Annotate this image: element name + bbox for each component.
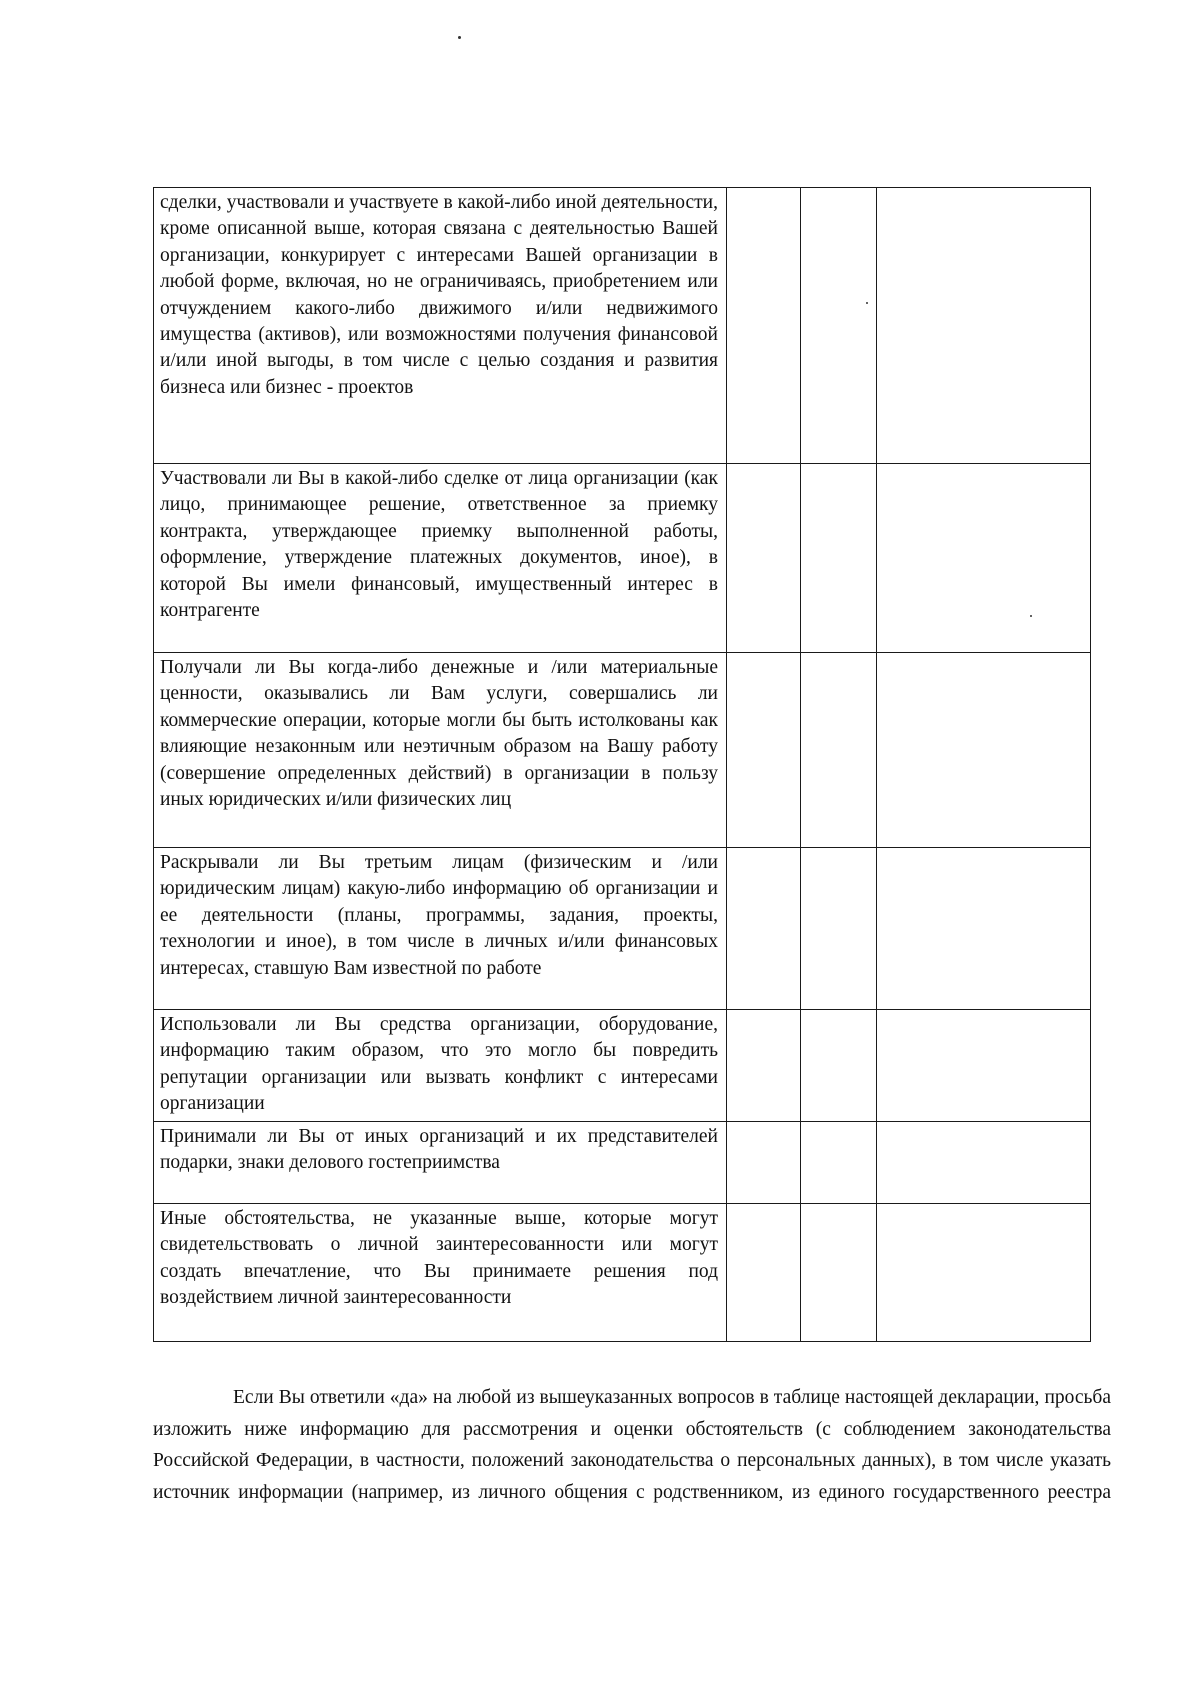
- table-row: [154, 464, 1091, 653]
- question-cell: сделки, участвовали и участвуете в какой-либо иной деятельности, кроме описанной выше, которая связана с деятельностью Вашей организации, конкурирует с интересами Вашей организации в любой форме, включая, но не ограничиваясь, приобретением или отчуждением какого-либо движимого и/или недвижимого имущества (активов), или возможностями получения финансовой и/или иной выгоды, в том числе с целью создания и развития бизнеса или бизнес - проектов: [154, 188, 727, 464]
- answer-cell[interactable]: [727, 1122, 801, 1204]
- answer-cell[interactable]: [801, 848, 877, 1010]
- answer-cell[interactable]: [727, 848, 801, 1010]
- table-row: [154, 848, 1091, 1010]
- question-cell: Участвовали ли Вы в какой-либо сделке от лица организации (как лицо, принимающее решение, ответственное за приемку контракта, утверждающее приемку выполненной работы, оформление, утверждение платежных документов, иное), в которой Вы имели финансовый, имущественный интерес в контрагенте: [154, 464, 727, 653]
- table-row: [154, 1204, 1091, 1342]
- question-cell: Получали ли Вы когда-либо денежные и /или материальные ценности, оказывались ли Вам услуги, совершались ли коммерческие операции, которые могли бы быть истолкованы как влияющие незаконным или неэтичным образом на Вашу работу (совершение определенных действий) в организации в пользу иных юридических и/или физических лиц: [154, 653, 727, 848]
- comment-cell[interactable]: [877, 1010, 1091, 1122]
- table-row: [154, 1010, 1091, 1122]
- table-row: [154, 188, 1091, 464]
- declaration-table: [153, 187, 1091, 1342]
- question-cell: Иные обстоятельства, не указанные выше, которые могут свидетельствовать о личной заинтересованности или могут создать впечатление, что Вы принимаете решения под воздействием личной заинтересованности: [154, 1204, 727, 1342]
- table-row: [154, 653, 1091, 848]
- answer-cell[interactable]: [801, 1122, 877, 1204]
- instructions-paragraph: [153, 1382, 1111, 1508]
- answer-cell[interactable]: [801, 1010, 877, 1122]
- answer-cell[interactable]: [801, 188, 877, 464]
- answer-cell[interactable]: [727, 1010, 801, 1122]
- comment-cell[interactable]: [877, 1122, 1091, 1204]
- comment-cell[interactable]: [877, 653, 1091, 848]
- answer-cell[interactable]: [801, 653, 877, 848]
- answer-cell[interactable]: [727, 1204, 801, 1342]
- comment-cell[interactable]: [877, 464, 1091, 653]
- answer-cell[interactable]: [727, 653, 801, 848]
- answer-cell[interactable]: [727, 188, 801, 464]
- answer-cell[interactable]: [727, 464, 801, 653]
- comment-cell[interactable]: [877, 1204, 1091, 1342]
- instructions-text: Если Вы ответили «да» на любой из вышеуказанных вопросов в таблице настоящей декларации, просьба изложить ниже информацию для рассмотрения и оценки обстоятельств (с соблюдением законодательства Российской Федерации, в частности, положений законодательства о персональных данных), в том числе указать источник информации (например, из личного общения с родственником, из единого государственного реестра: [153, 1387, 1111, 1503]
- question-cell: Использовали ли Вы средства организации, оборудование, информацию таким образом, что это могло бы повредить репутации организации или вызвать конфликт с интересами организации: [154, 1010, 727, 1122]
- question-cell: Принимали ли Вы от иных организаций и их представителей подарки, знаки делового гостеприимства: [154, 1122, 727, 1204]
- answer-cell[interactable]: [801, 464, 877, 653]
- comment-cell[interactable]: [877, 848, 1091, 1010]
- scan-speck: [458, 36, 461, 39]
- comment-cell[interactable]: [877, 188, 1091, 464]
- answer-cell[interactable]: [801, 1204, 877, 1342]
- table-row: [154, 1122, 1091, 1204]
- question-cell: Раскрывали ли Вы третьим лицам (физическим и /или юридическим лицам) какую-либо информацию об организации и ее деятельности (планы, программы, задания, проекты, технологии и иное), в том числе в личных и/или финансовых интересах, ставшую Вам известной по работе: [154, 848, 727, 1010]
